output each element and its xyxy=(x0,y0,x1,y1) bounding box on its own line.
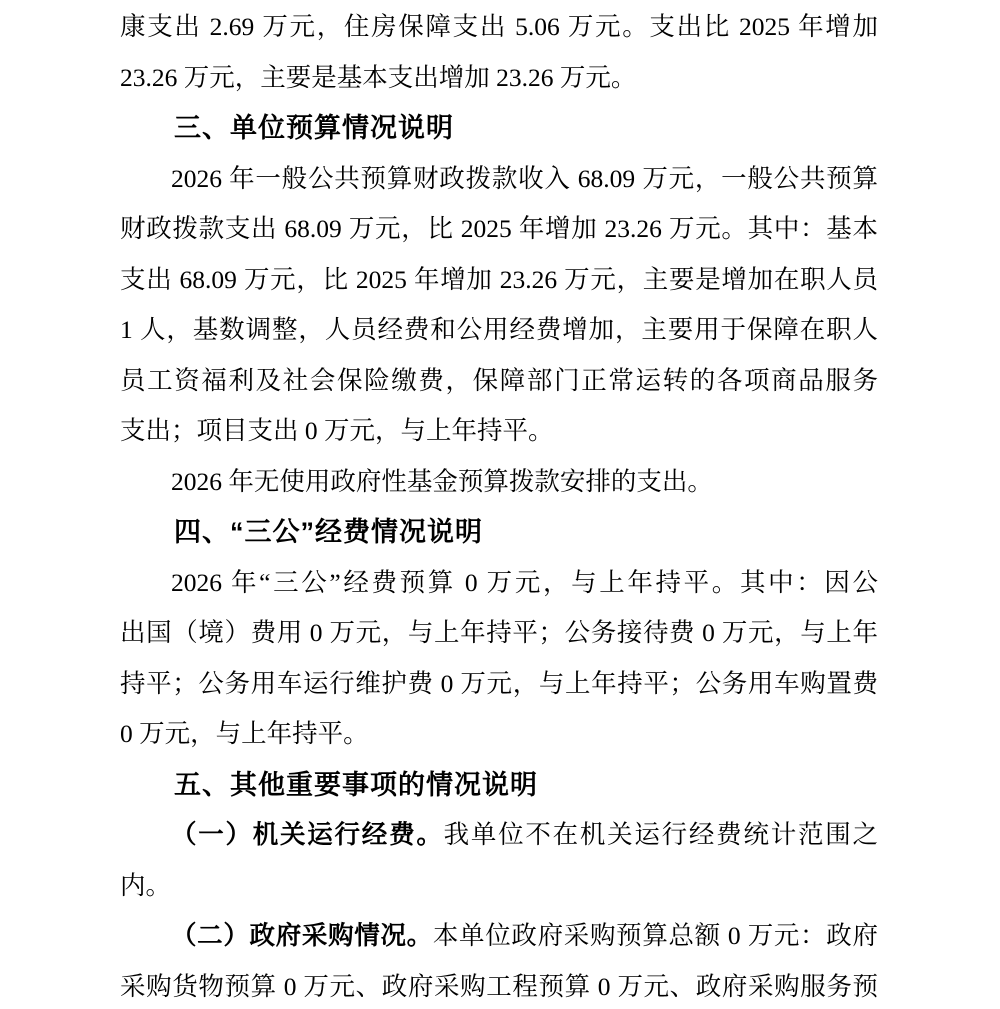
section-heading: 三、单位预算情况说明 xyxy=(174,113,454,143)
text-line: 2026 年“三公”经费预算 0 万元，与上年持平。其中：因公 xyxy=(171,567,878,597)
text-line xyxy=(120,810,878,861)
text-line: 2026 年无使用政府性基金预算拨款安排的支出。 xyxy=(171,466,713,496)
text-line: 采购货物预算 0 万元、政府采购工程预算 0 万元、政府采购服务预 xyxy=(120,971,878,1001)
text-line: 财政拨款支出 68.09 万元，比 2025 年增加 23.26 万元。其中：基本 xyxy=(120,214,878,243)
document-content xyxy=(120,2,878,1009)
text-line: 支出 68.09 万元，比 2025 年增加 23.26 万元，主要是增加在职人员 xyxy=(120,264,878,294)
text-line: 员工资福利及社会保险缴费，保障部门正常运转的各项商品服务 xyxy=(120,365,878,395)
bold-text-run: （一）机关运行经费。 xyxy=(171,820,444,849)
text-line: 0 万元，与上年持平。 xyxy=(120,719,369,748)
text-run: 我单位不在机关运行经费统计范围之 xyxy=(443,820,878,849)
text-line: 1 人，基数调整，人员经费和公用经费增加，主要用于保障在职人 xyxy=(120,315,878,344)
section-heading: 四、“三公”经费情况说明 xyxy=(174,517,483,547)
text-line: 持平；公务用车运行维护费 0 万元，与上年持平；公务用车购置费 xyxy=(120,668,878,698)
text-line: 2026 年一般公共预算财政拨款收入 68.09 万元，一般公共预算 xyxy=(171,163,878,193)
text-run: 本单位政府采购预算总额 0 万元：政府 xyxy=(432,921,878,950)
text-line: 出国（境）费用 0 万元，与上年持平；公务接待费 0 万元，与上年 xyxy=(120,618,878,647)
text-line xyxy=(120,911,878,962)
section-heading: 五、其他重要事项的情况说明 xyxy=(174,769,538,800)
text-line: 23.26 万元，主要是基本支出增加 23.26 万元。 xyxy=(120,62,637,92)
text-line: 内。 xyxy=(120,870,172,900)
bold-text-run: （二）政府采购情况。 xyxy=(171,921,433,950)
text-line: 支出；项目支出 0 万元，与上年持平。 xyxy=(120,416,554,445)
text-line: 康支出 2.69 万元，住房保障支出 5.06 万元。支出比 2025 年增加 xyxy=(120,12,878,41)
